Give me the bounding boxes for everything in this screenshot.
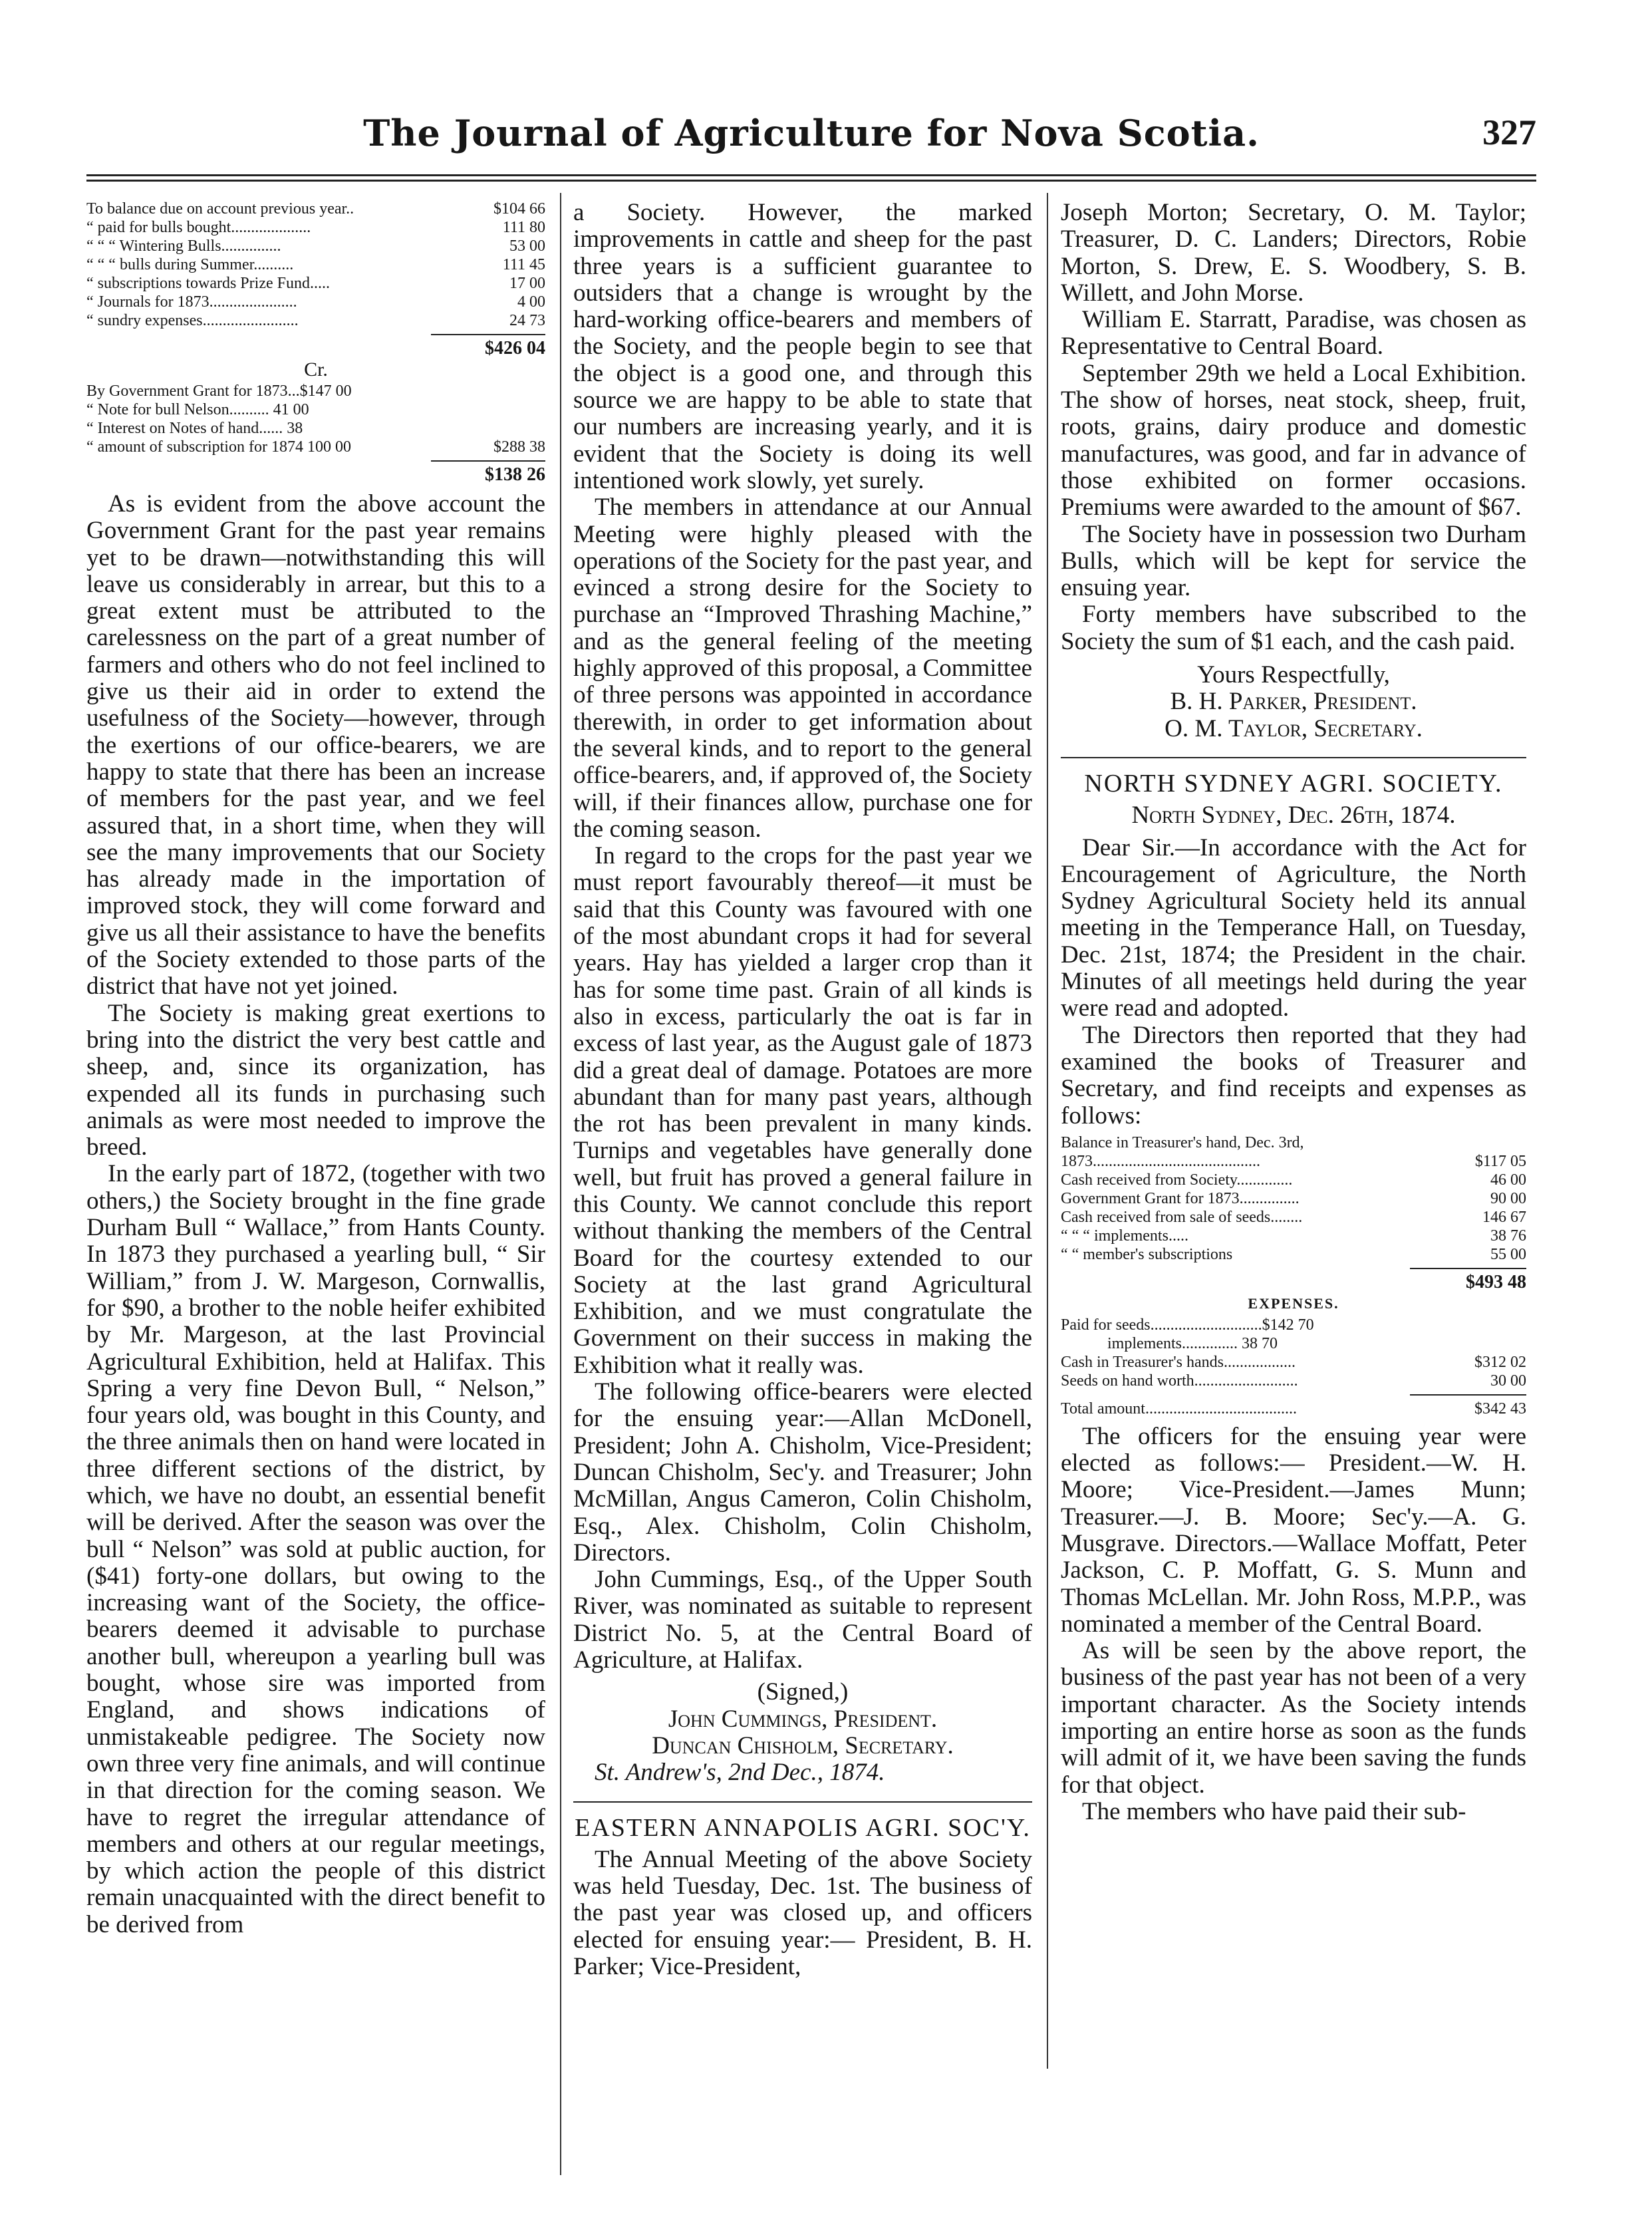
account-table (86, 200, 545, 484)
balance-total: $138 26 (485, 464, 545, 485)
account-total: $426 04 (485, 338, 545, 359)
paragraph: September 29th we held a Local Exhibition. The show of horses, neat stock, sheep, fruit, roots, grains, dairy produce and domestic manufactures, was good, and far in advance of those exhibited on former occasions. Premiums were awarded to the amount of $67. (1061, 359, 1526, 521)
receipts-total: $493 48 (1466, 1271, 1526, 1292)
sum-rule (431, 460, 546, 462)
signature-secretary: Duncan Chisholm, Secretary. (652, 1731, 954, 1759)
paragraph: John Cummings, Esq., of the Upper South River, was nominated as suitable to represent District No. 5, at the Central Board of Agriculture, at Halifax. (573, 1566, 1032, 1674)
signed-label: (Signed,) (757, 1678, 849, 1706)
credit-row: By Government Grant for 1873...$147 00 (86, 382, 352, 400)
paragraph: As is evident from the above account the Government Grant for the past year remains yet to be drawn—notwithstanding this will leave us considerably in arrear, but this to a great extent must be attributed to the carelessness on the part of a great number of farmers and others who do not feel inclined to give us their aid in order to extend the usefulness of the Society—however, through the exertions of our office-bearers, we are happy to state that there has been an increase of members for the past year, and we feel assured that, in a short time, when they will see the many improvements that our Society has already made in the importation of improved stock, they will come forward and give us all their assistance to have the benefits of the Society extended to those parts of the district that have not yet joined. (86, 490, 545, 1000)
paragraph: Joseph Morton; Secretary, O. M. Taylor; Treasurer, D. C. Landers; Directors, Robie Morton, S. Drew, E. S. Woodbery, S. B. Willett, and John Morse. (1061, 199, 1526, 307)
dateline: North Sydney, Dec. 26th, 1874. (1131, 802, 1456, 829)
expenses-heading: EXPENSES. (1248, 1294, 1339, 1312)
page-header (86, 112, 1536, 165)
signature-president: John Cummings, President. (668, 1705, 938, 1733)
receipt-row: Balance in Treasurer's hand, Dec. 3rd, (1061, 1133, 1304, 1151)
signature-president: B. H. Parker, President. (1170, 688, 1417, 716)
paragraph: William E. Starratt, Paradise, was chosen as Representative to Central Board. (1061, 306, 1526, 361)
column-3 (1061, 200, 1526, 1825)
expense-row: Cash in Treasurer's hands.................. $312 02 (1061, 1353, 1526, 1371)
expenses-total-row: Total amount...................................... $342 43 (1061, 1400, 1526, 1417)
paragraph: Dear Sir.—In accordance with the Act for Encouragement of Agriculture, the North Sydney Agricultural Society held its annual meeting in the Temperance Hall, on Tuesday, Dec. 21st, 1874; the President in the chair. Minutes of all meetings held during the year were read and adopted. (1061, 833, 1526, 1022)
expense-row: Seeds on hand worth.......................... 30 00 (1061, 1372, 1526, 1390)
paragraph: The Directors then reported that they had examined the books of Treasurer and Secretary, and find receipts and expenses as follows: (1061, 1021, 1526, 1129)
sum-rule (431, 334, 546, 335)
paragraph: The officers for the ensuing year were elected as follows:— President.—W. H. Moore; Vice-President.—James Munn; Treasurer.—J. B. Moore; Sec'y.—A. G. Musgrave. Directors.—Wallace Moffatt, Peter Jackson, C. P. Moffatt, G. S. Munn and Thomas McLellan. Mr. John Ross, M.P.P., was nominated a member of the Central Board. (1061, 1422, 1526, 1638)
header-rule-bottom (86, 180, 1536, 182)
header-rule-top (86, 174, 1536, 176)
column-divider-1 (560, 193, 561, 2175)
paragraph: The members who have paid their sub- (1082, 1797, 1466, 1825)
paragraph: In regard to the crops for the past year we must report favourably thereof—it must be said that this County was favoured with one of the most abundant crops it had for several years. Hay has yielded a larger crop than it has for some time past. Grain of all kinds is also in excess, particularly the oat is far in excess of last year, as the August gale of 1873 did a great deal of damage. Potatoes are more abundant than for many past years, although the rot has been prevalent in many kinds. Turnips and vegetables have generally done well, but fruit has proved a general failure in this County. We cannot conclude this report without thanking the members of the Central Board for the courtesy extended to our Society at the last grand Agricultural Exhibition, and we must congratulate the Government on their success in making the Exhibition what it really was. (573, 842, 1032, 1379)
section-rule (1061, 757, 1526, 758)
credit-heading: Cr. (304, 359, 328, 380)
paragraph: As will be seen by the above report, the business of the past year has not been of a very important character. As the Society intends importing an entire horse as soon as the funds will admit of it, we have been saving the funds for that object. (1061, 1637, 1526, 1799)
receipt-row: Cash received from sale of seeds........ 146 67 (1061, 1208, 1526, 1226)
account-row: To balance due on account previous year.. $104 66 (86, 200, 545, 218)
paragraph: The Society have in possession two Durham Bulls, which will be kept for service the ensuing year. (1061, 520, 1526, 602)
paragraph: The Annual Meeting of the above Society was held Tuesday, Dec. 1st. The business of the past year was closed up, and officers elected for ensuing year:— President, B. H. Parker; Vice-President, (573, 1845, 1032, 1980)
column-2 (573, 200, 1032, 1980)
credit-row: “ Interest on Notes of hand...... 38 (86, 420, 303, 437)
column-1 (86, 200, 545, 1938)
expense-row: implements.............. 38 70 (1107, 1334, 1278, 1352)
sum-rule (1410, 1394, 1526, 1396)
closing: Yours Respectfully, (1197, 661, 1390, 689)
account-row: “ “ “ Wintering Bulls............... 53 00 (86, 237, 545, 255)
account-row: “ paid for bulls bought.................... 111 80 (86, 219, 545, 236)
paragraph: The members in attendance at our Annual Meeting were highly pleased with the operations of the Society for the past year, and evinced a strong desire for the Society to purchase an “Improved Thrashing Machine,” and as the general feeling of the meeting highly approved of this proposal, a Committee of three persons was appointed in accordance therewith, in order to get information about the several kinds, and to report to the general office-bearers, and, if approved of, the Society will, if their finances allow, purchase one for the coming season. (573, 494, 1032, 843)
account-row: “ sundry expenses........................ 24 73 (86, 312, 545, 329)
paragraph: The Society is making great exertions to bring into the district the very best cattle and sheep, and, since its organization, has expended all its funds in purchasing such animals as were most needed to improve the breed. (86, 999, 545, 1161)
section-heading: EASTERN ANNAPOLIS AGRI. SOC'Y. (575, 1813, 1031, 1842)
account-row: “ Journals for 1873...................... 4 00 (86, 293, 545, 311)
receipt-row: “ “ member's subscriptions 55 00 (1061, 1245, 1526, 1263)
receipt-row: Cash received from Society.............. 46 00 (1061, 1171, 1526, 1189)
receipt-row: “ “ “ implements..... 38 76 (1061, 1227, 1526, 1245)
credit-row: “ amount of subscription for 1874 100 00 $288 38 (86, 438, 545, 456)
running-title: The Journal of Agriculture for Nova Scotia. (363, 112, 1260, 154)
section-heading: NORTH SYDNEY AGRI. SOCIETY. (1084, 769, 1503, 798)
place-date: St. Andrew's, 2nd Dec., 1874. (595, 1759, 885, 1787)
paragraph: Forty members have subscribed to the Society the sum of $1 each, and the cash paid. (1061, 601, 1526, 655)
section-rule (573, 1801, 1032, 1803)
account-row: “ “ “ bulls during Summer.......... 111 45 (86, 256, 545, 273)
receipt-row: 1873.......................................... $117 05 (1061, 1152, 1526, 1170)
sum-rule (1410, 1268, 1526, 1269)
expense-row: Paid for seeds............................$142 70 (1061, 1316, 1314, 1334)
receipt-row: Government Grant for 1873............... 90 00 (1061, 1189, 1526, 1207)
account-row: “ subscriptions towards Prize Fund..... 17 00 (86, 275, 545, 292)
receipts-table (1061, 1133, 1526, 1418)
paragraph: The following office-bearers were elected for the ensuing year:—Allan McDonell, President; John A. Chisholm, Vice-President; Duncan Chisholm, Sec'y. and Treasurer; John McMillan, Angus Cameron, Colin Chisholm, Esq., Alex. Chisholm, Colin Chisholm, Directors. (573, 1378, 1032, 1566)
column-divider-2 (1047, 193, 1048, 2069)
credit-row: “ Note for bull Nelson.......... 41 00 (86, 401, 309, 418)
signature-secretary: O. M. Taylor, Secretary. (1165, 714, 1423, 742)
page-number: 327 (1482, 112, 1536, 152)
paragraph: In the early part of 1872, (together with two others,) the Society brought in the fine grade Durham Bull “ Wallace,” from Hants County. In 1873 they purchased a yearling bull, “ Sir William,” from J. W. Margeson, Cornwallis, for $90, a brother to the noble heifer exhibited by Mr. Margeson, at the last Provincial Agricultural Exhibition, held at Halifax. This Spring a very fine Devon Bull, “ Nelson,” four years old, was bought in this County, and the three animals then on hand were located in three different sections of the district, by which, we have no doubt, an essential benefit will be derived. After the season was over the bull “ Nelson” was sold at public auction, for ($41) forty-one dollars, but owing to the increasing want of the Society, the office-bearers deemed it advisable to purchase another bull, whereupon a yearling bull was bought, whose sire was imported from England, and shows indications of unmistakeable pedigree. The Society now own three very fine animals, and will continue in that direction for the coming season. We have to regret the irregular attendance of members and others at our regular meetings, by which action the people of this district remain unacquainted with the direct benefit to be derived from (86, 1160, 545, 1938)
paragraph: a Society. However, the marked improvements in cattle and sheep for the past three years is a sufficient guarantee to outsiders that a change is wrought by the hard-working office-bearers and members of the Society, and the people begin to see that the object is a good one, and through this source we are happy to be able to state that our numbers are increasing yearly, and it is evident that the Society is doing its well intentioned work slowly, yet surely. (573, 199, 1032, 494)
